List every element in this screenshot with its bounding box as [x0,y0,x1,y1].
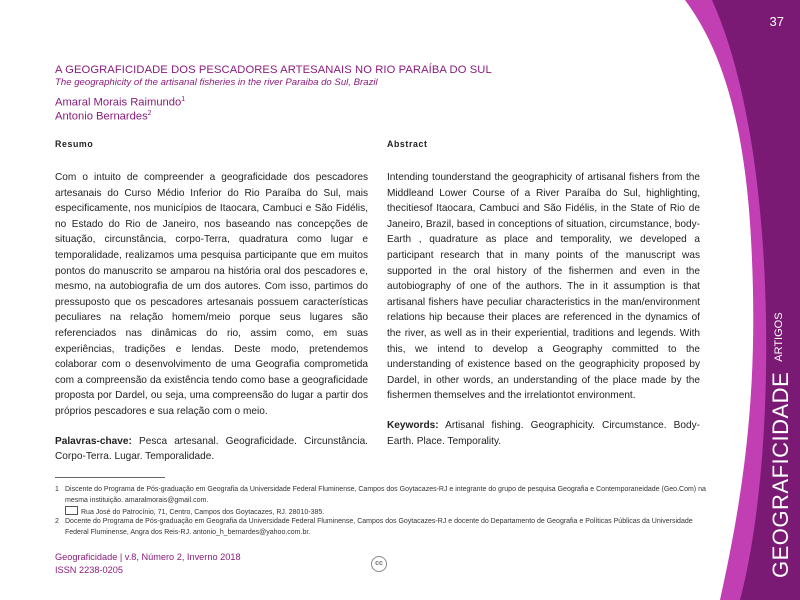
author-name: Antonio Bernardes [55,110,148,123]
journal-issn: ISSN 2238-0205 [55,564,123,575]
resumo-heading-text: Resumo [55,139,94,149]
author-2 [55,110,152,123]
resumo-column [55,139,368,465]
abstract-keywords [387,418,700,449]
abstract-heading [387,139,700,149]
keywords-label: Palavras-chave: [55,435,132,447]
banner-section-name: ARTIGOS [773,312,785,362]
footnote-text: Discente do Programa de Pós-graduação em Geografia da Universidade Federal Fluminense, Campos dos Goytacazes-RJ e integrante do grupo de pesquisa Geografia e Contemporaneidade (Geo.Com) na mesma instituição. amaralmorais@gmail.com. [65,486,706,504]
creative-commons-icon: cc [371,556,387,572]
resumo-heading [55,139,368,149]
abstract-heading-text: Abstract [387,139,428,149]
envelope-icon [65,506,78,515]
author-1 [55,96,185,109]
journal-info [55,551,241,576]
abstract-column [387,139,700,449]
footnote-2 [55,517,715,538]
footnote-mark: 2 [147,110,152,117]
article-subtitle: The geographicity of the artisanal fisheries in the river Paraiba do Sul, Brazil [55,77,378,88]
page-number: 37 [769,14,784,29]
address-text: Rua José do Patrocínio, 71, Centro, Campos dos Goytacazes, RJ. 28010-385. [81,509,325,517]
footnote-number: 1 [55,486,59,493]
footnote-text: Docente do Programa de Pós-graduação em Geografia da Universidade Federal Fluminense, Campos dos Goytacazes-RJ e docente do Departamento de Geografia e Políticas Públicas da Universidade Federal Fluminense, Angra dos Reis-RJ. antonio_h_bernardes@yahoo.com.br. [65,518,693,536]
footnote-divider [55,477,165,478]
abstract-body: Intending tounderstand the geographicity of artisanal fishers from the Middleand Lower Course of a River Paraíba do Sul, highlighting, thecitiesof Itaocara, Cambuci and São Fidélis, in the State of Rio de Janeiro, Brazil, based in conceptions of situation, circumstance, body-Earth , quadrature as place and temporality, we developed a participant research that in many points of the manuscript was supported in the oral history of the fishermen and even in the autobiography of one of the authors. The in it assumption is that artisanal fishers have peculiar characteristics in the man/environment relations hip because their places are referenced in the dynamics of the river, as well as in their experiential, traditions and legends. With this, we intend to develop a Geography committed to the understanding of existence based on the geographicity proposed by Dardel, in other words, an understanding of the place made by the fishermen themselves and the irrelationtot environment. [387,172,700,402]
footnote-mark: 1 [181,96,186,103]
keywords-text: Pesca artesanal. Geograficidade. Circunstância. Corpo-Terra. Lugar. Temporalidade. [55,435,368,463]
keywords-text: Artisanal fishing. Geographicity. Circumstance. Body-Earth. Place. Temporality. [387,419,700,447]
footnote-number: 2 [55,518,59,525]
resumo-keywords [55,434,368,465]
article-title: A GEOGRAFICIDADE DOS PESCADORES ARTESANAIS NO RIO PARAÍBA DO SUL [55,64,492,76]
footnote-1 [55,485,715,519]
author-name: Amaral Morais Raimundo [55,96,182,109]
banner-journal-name: GEOGRAFICIDADE [768,371,793,578]
resumo-body: Com o intuito de compreender a geograficidade dos pescadores artesanais do Curso Médio Inferior do Rio Paraíba do Sul, mais especificamente, nos municípios de Itaocara, Cambuci e São Fidélis, no Estado do Rio de Janeiro, nos baseando nas concepções de situação, circunstância, corpo-Terra, quadratura como lugar e temporalidade, realizamos uma pesquisa participante que em muitos pontos do manuscrito se amparou na história oral dos pescadores e, mesmo, na autobiografia de um dos autores. Com isso, partimos do pressuposto que os pescadores artesanais possuem características peculiares na relação homem/meio porque seus lugares são referenciados nas dinâmicas do rio, assim como, em suas experiências, tradições e lendas. Deste modo, pretendemos colaborar com o desenvolvimento de uma Geografia comprometida com a compreensão da existência tendo como base a geograficidade proposta por Dardel, ou seja, uma compreensão do lugar a partir dos próprios pescadores e sua relação com o meio. [55,172,368,417]
keywords-label: Keywords: [387,419,439,431]
journal-issue: Geograficidade | v.8, Número 2, Inverno 2018 [55,552,241,562]
journal-side-banner [768,312,794,578]
